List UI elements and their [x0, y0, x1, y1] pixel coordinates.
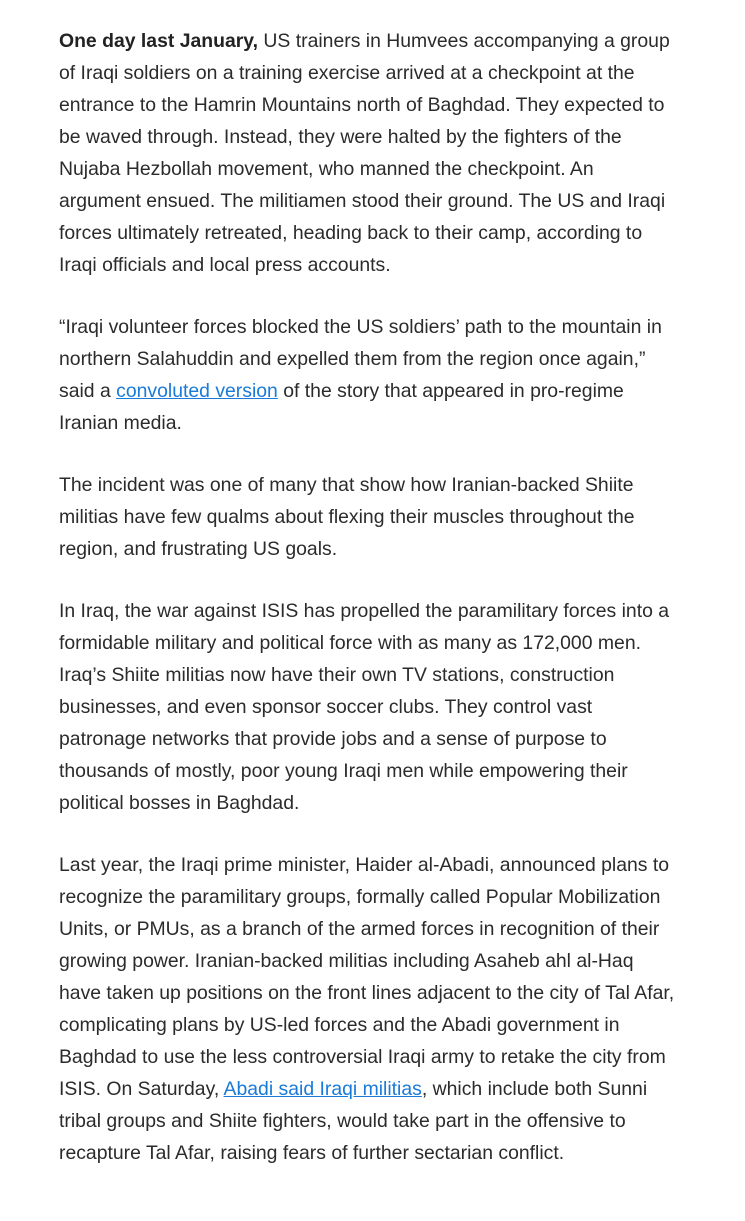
paragraph-4: [59, 595, 679, 819]
paragraph-4-text: In Iraq, the war against ISIS has propelled the paramilitary forces into a formidable military and political force with as many as 172,000 men. Iraq’s Shiite militias now have their own TV stations, construction businesses, and even sponsor soccer clubs. They control vast patronage networks that provide jobs and a sense of purpose to thousands of mostly, poor young Iraqi men while empowering their political bosses in Baghdad.: [59, 600, 670, 814]
paragraph-3-text: The incident was one of many that show how Iranian-backed Shiite militias have few qualms about flexing their muscles throughout the region, and frustrating US goals.: [59, 474, 635, 560]
paragraph-2-text-after: of the story that appeared in pro-regime Iranian media.: [59, 380, 624, 434]
paragraph-5-text-before: Last year, the Iraqi prime minister, Haider al-Abadi, announced plans to recognize the paramilitary groups, formally called Popular Mobilization Units, or PMUs, as a branch of the armed forces in recognition of their growing power. Iranian-backed militias including Asaheb ahl al-Haq have taken up positions on the front lines adjacent to the city of Tal Afar, complicating plans by US-led forces and the Abadi government in Baghdad to use the less controversial Iraqi army to retake the city from ISIS. On Saturday,: [59, 854, 675, 1100]
paragraph-3: [59, 469, 679, 565]
abadi-said-iraqi-militias-link[interactable]: Abadi said Iraqi militias: [223, 1078, 422, 1100]
paragraph-5-text-after: , which include both Sunni tribal groups and Shiite fighters, would take part in the offensive to recapture Tal Afar, raising fears of further sectarian conflict.: [59, 1078, 648, 1164]
article-body: [59, 25, 679, 1199]
paragraph-2-text-before: “Iraqi volunteer forces blocked the US soldiers’ path to the mountain in northern Salahuddin and expelled them from the region once again,” said a: [59, 316, 662, 402]
paragraph-5: [59, 849, 679, 1169]
paragraph-2: [59, 311, 679, 439]
paragraph-1: [59, 25, 679, 281]
paragraph-1-text: US trainers in Humvees accompanying a group of Iraqi soldiers on a training exercise arrived at a checkpoint at the entrance to the Hamrin Mountains north of Baghdad. They expected to be waved through. Instead, they were halted by the fighters of the Nujaba Hezbollah movement, who manned the checkpoint. An argument ensued. The militiamen stood their ground. The US and Iraqi forces ultimately retreated, heading back to their camp, according to Iraqi officials and local press accounts.: [59, 30, 670, 276]
convoluted-version-link[interactable]: convoluted version: [116, 380, 278, 402]
lead-in: One day last January,: [59, 30, 259, 52]
